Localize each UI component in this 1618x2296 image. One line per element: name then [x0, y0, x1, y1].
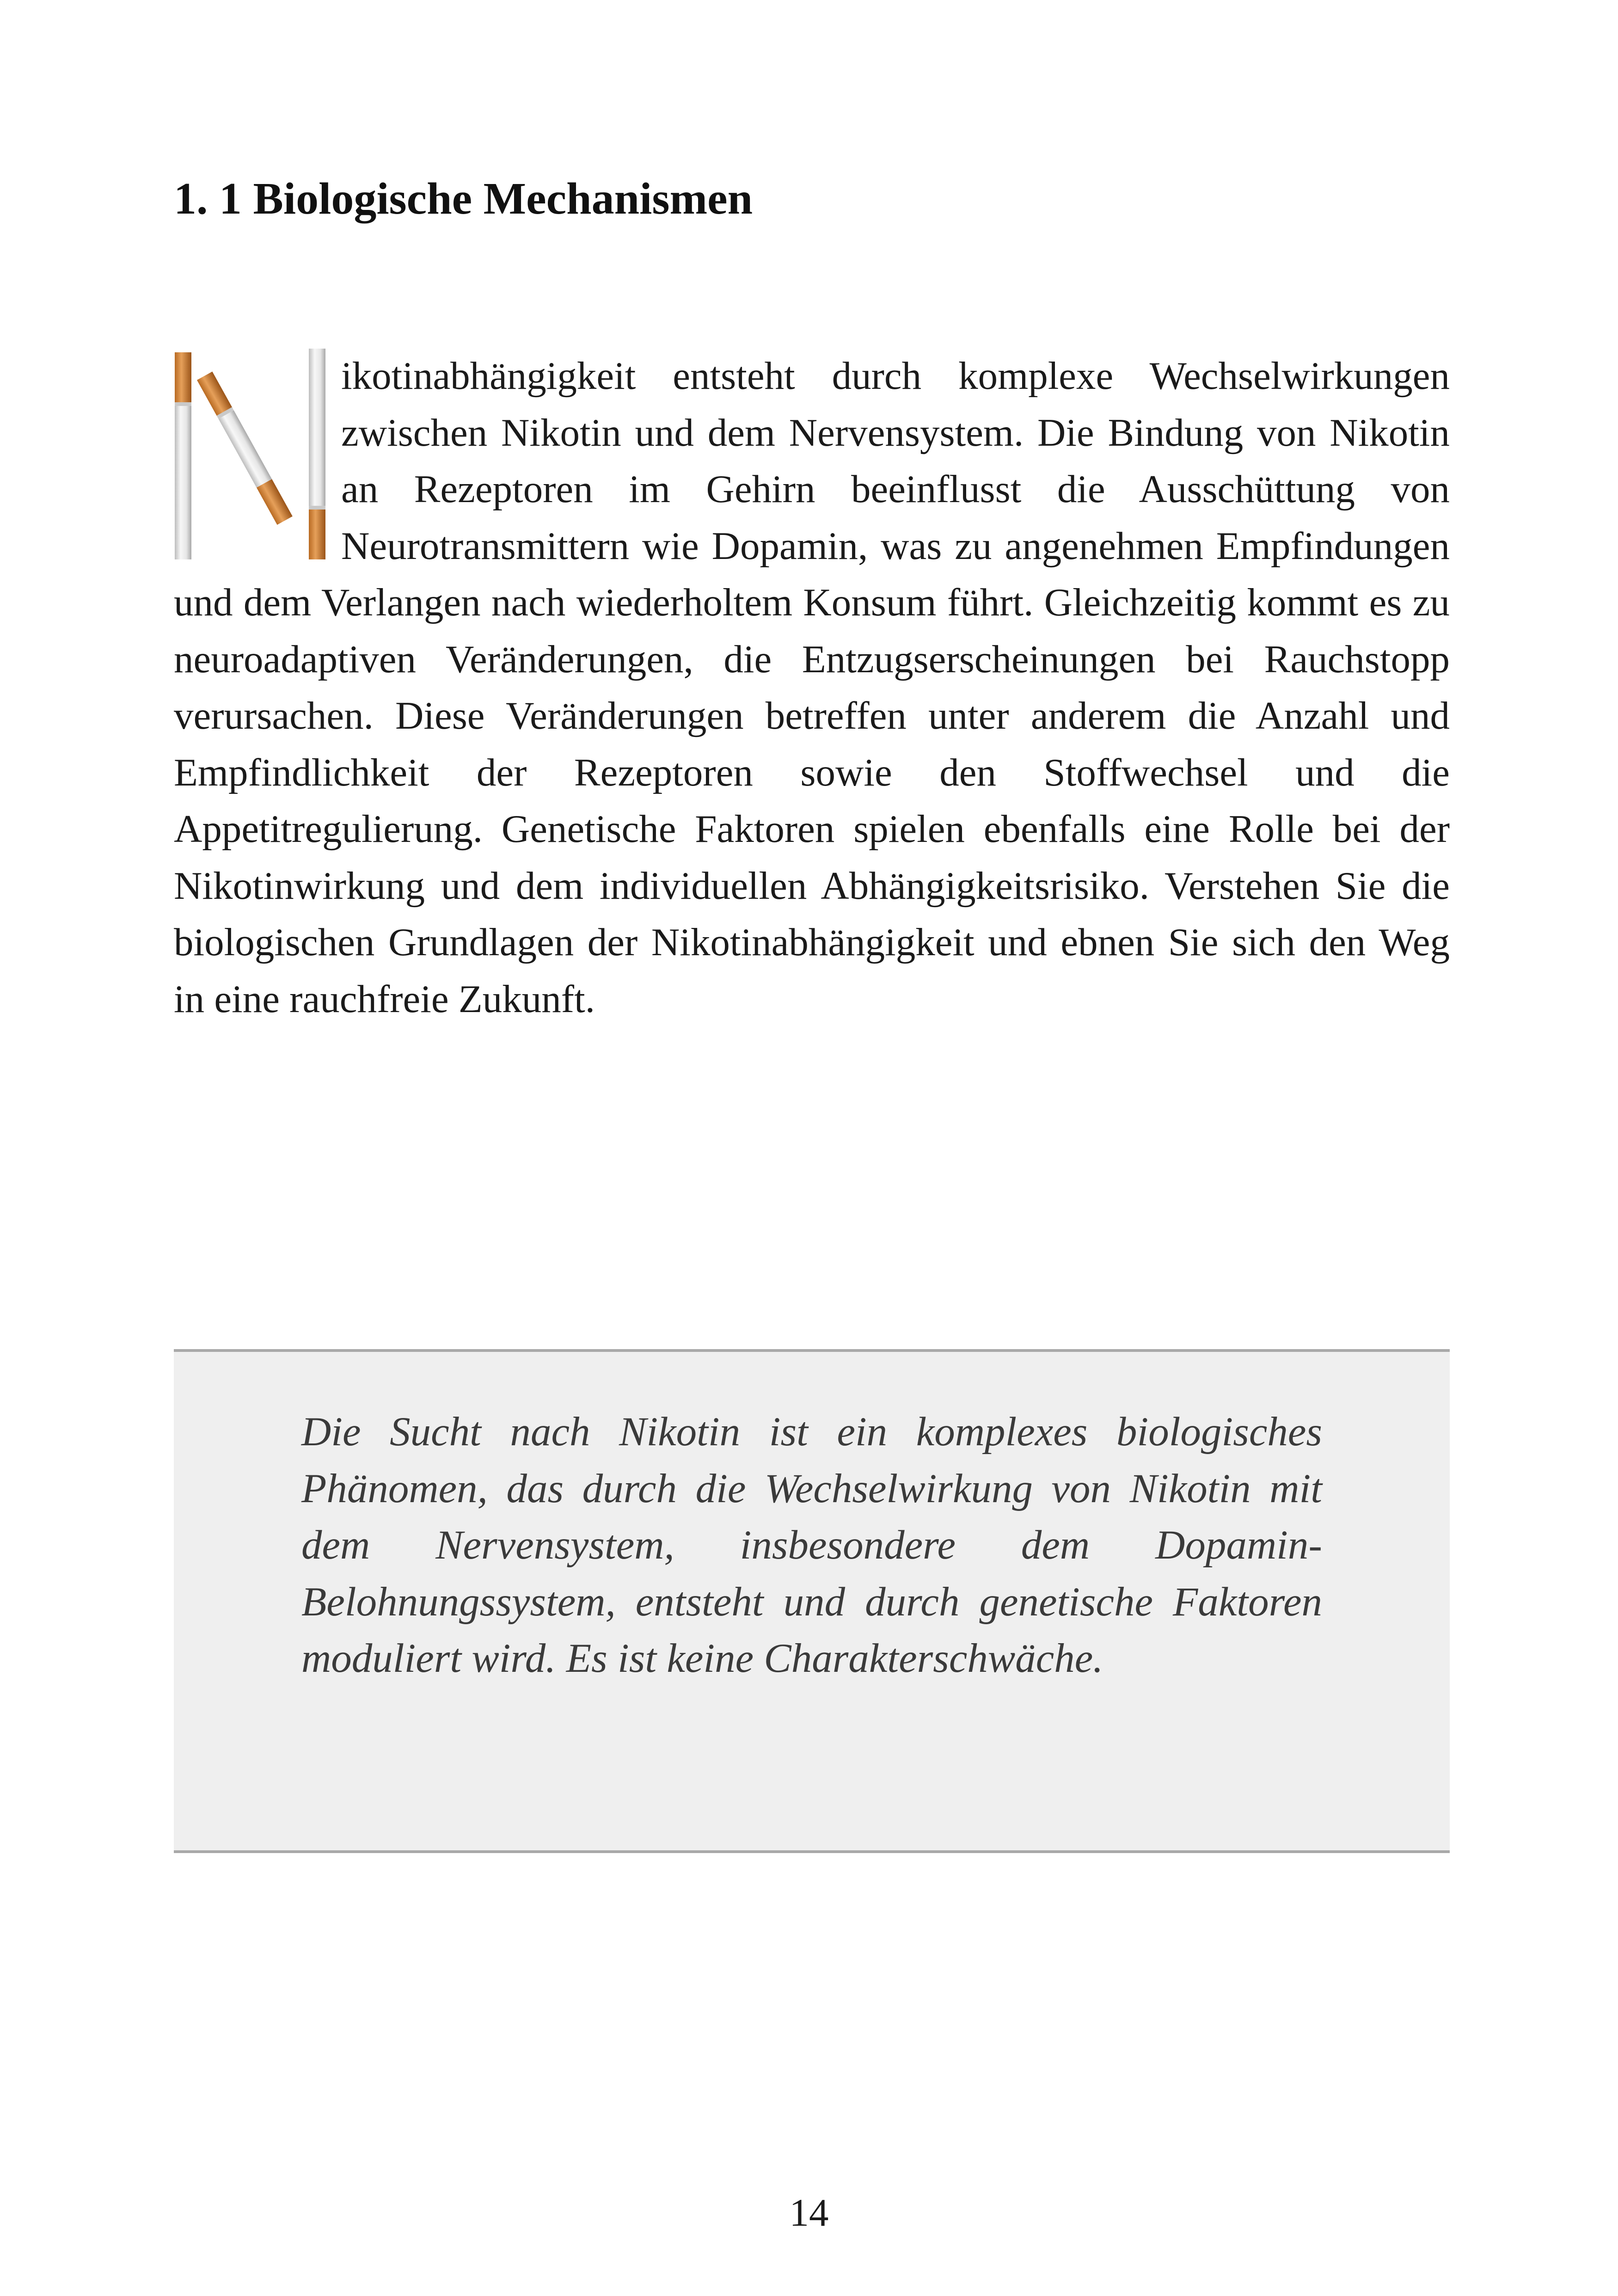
- callout-box: [174, 1349, 1450, 1853]
- section-heading: 1. 1 Biologische Mechanismen: [174, 174, 753, 224]
- page-number: 14: [789, 2191, 829, 2235]
- cigarette-letter-n-icon: [174, 348, 326, 560]
- dropcap-letter-n: [174, 348, 326, 560]
- paragraph-text: ikotinabhängigkeit entsteht durch komplexe Wechselwirkungen zwischen Nikotin und dem Nervensystem. Die Bindung von Nikotin an Rezeptoren im Gehirn beeinflusst die Ausschüttung von Neurotransmittern wie Dopamin, was zu angenehmen Empfindungen und dem Verlangen nach wiederholtem Konsum führt. Gleichzeitig kommt es zu neuroadaptiven Veränderungen, die Entzugserscheinungen bei Rauchstopp verursachen. Diese Veränderungen betreffen unter anderem die Anzahl und Empfindlichkeit der Rezeptoren sowie den Stoffwechsel und die Appetitregulierung. Genetische Faktoren spielen ebenfalls eine Rolle bei der Nikotinwirkung und dem individuellen Abhängigkeitsrisiko. Verstehen Sie die biologischen Grundlagen der Nikotinabhängigkeit und ebnen Sie sich den Weg in eine rauchfreie Zukunft.: [174, 354, 1450, 1021]
- callout-text: Die Sucht nach Nikotin ist ein komplexes biologisches Phänomen, das durch die Wechselwirkung von Nikotin mit dem Nervensystem, insbesondere dem Dopamin-Belohnungssystem, entsteht und durch genetische Faktoren moduliert wird. Es ist keine Charakterschwäche.: [301, 1409, 1322, 1681]
- intro-paragraph: [174, 348, 1450, 1027]
